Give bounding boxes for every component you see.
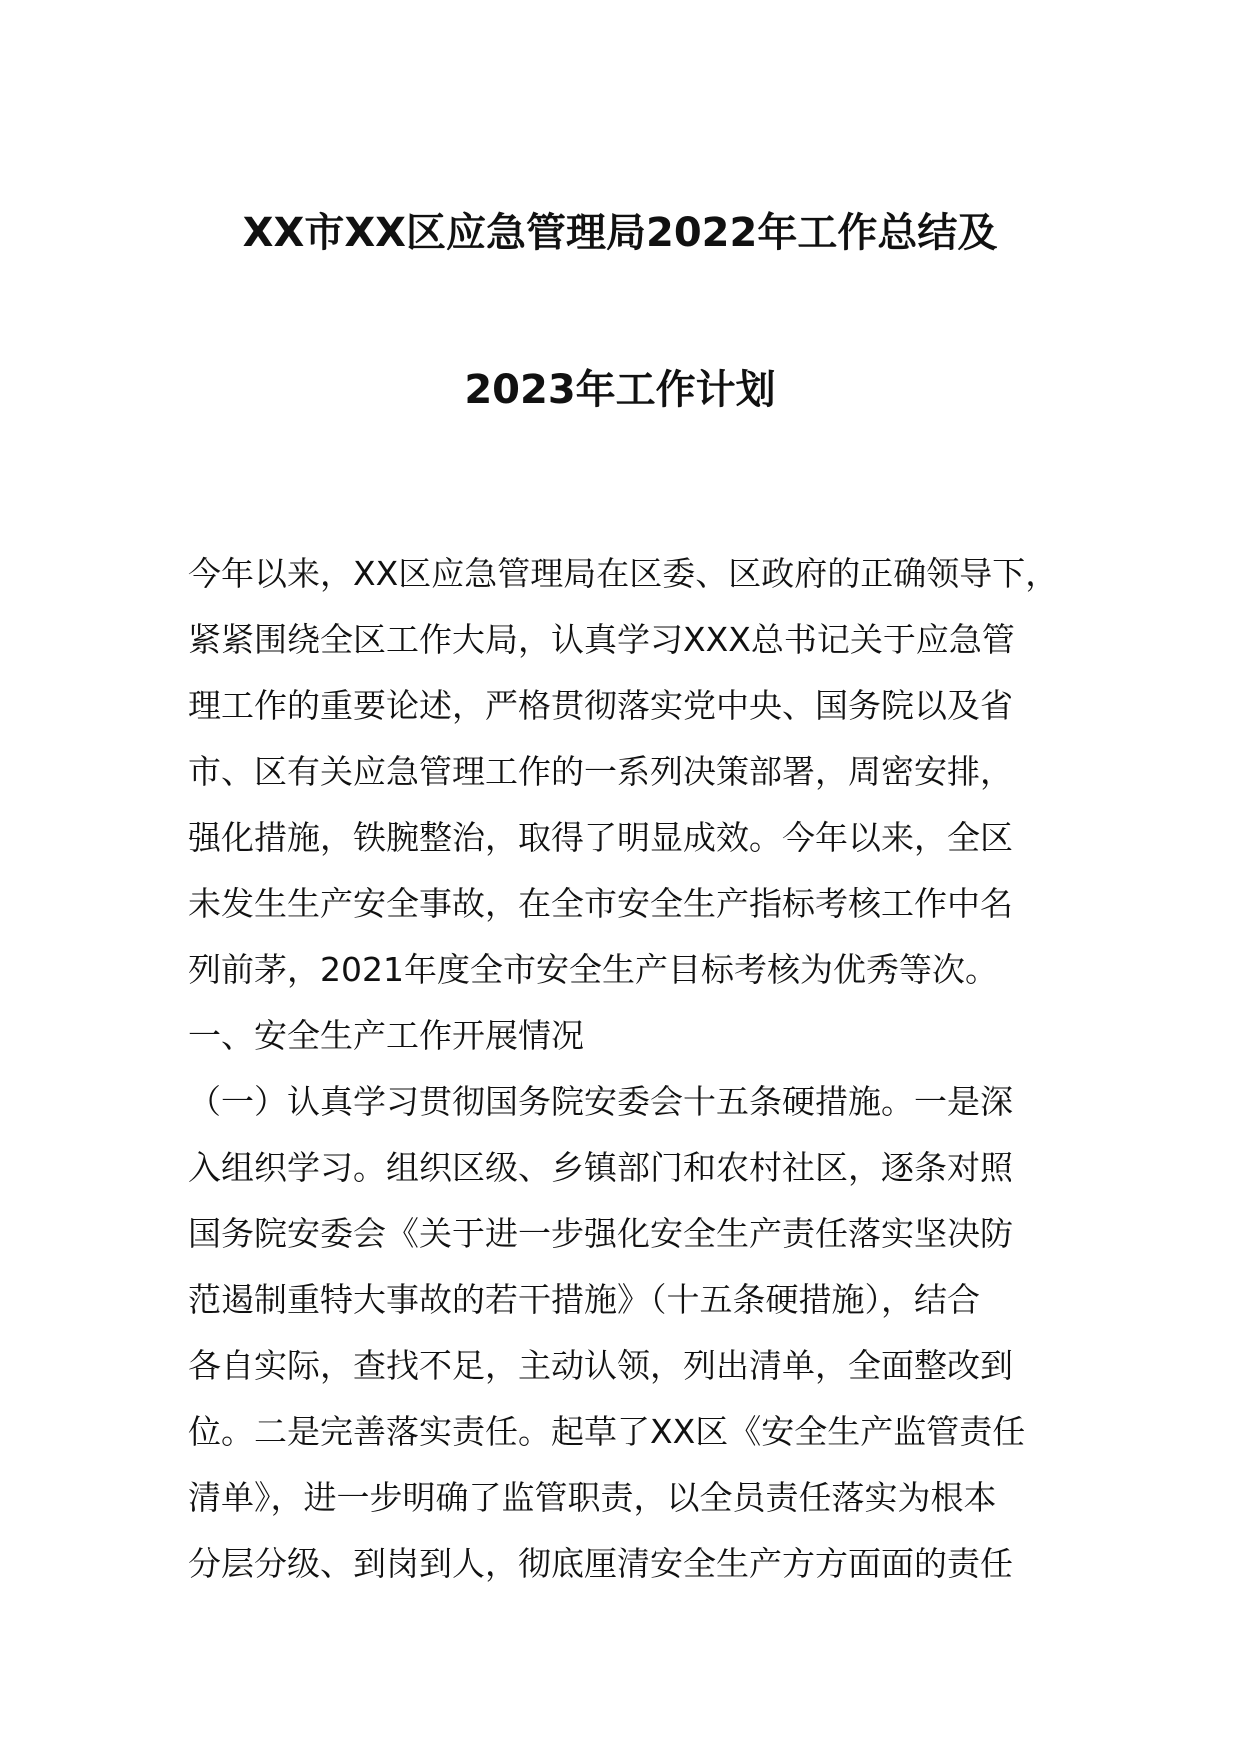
body-line: 市、区有关应急管理工作的一系列决策部署，周密安排，: [188, 752, 1013, 791]
body-line: 入组织学习。组织区级、乡镇部门和农村社区，逐条对照: [188, 1148, 1013, 1187]
body-line: 今年以来，XX区应急管理局在区委、区政府的正确领导下，: [188, 554, 1059, 593]
body-line: 未发生生产安全事故，在全市安全生产指标考核工作中名: [188, 884, 1013, 923]
body-line: 强化措施，铁腕整治，取得了明显成效。今年以来，全区: [188, 818, 1013, 857]
document-body: [188, 541, 1088, 1597]
body-line: 位。二是完善落实责任。起草了XX区《安全生产监管责任: [188, 1412, 1026, 1451]
body-line: 范遏制重特大事故的若干措施》（十五条硬措施），结合: [188, 1280, 980, 1319]
body-line: 紧紧围绕全区工作大局，认真学习XXX总书记关于应急管: [188, 620, 1015, 659]
document-title-line-1: XX市XX区应急管理局2022年工作总结及: [242, 210, 998, 256]
body-line: 各自实际，查找不足，主动认领，列出清单，全面整改到: [188, 1346, 1013, 1385]
section-heading: 一、安全生产工作开展情况: [188, 1016, 584, 1055]
body-line: 分层分级、到岗到人，彻底厘清安全生产方方面面的责任: [188, 1544, 1013, 1583]
body-line: 国务院安委会《关于进一步强化安全生产责任落实坚决防: [188, 1214, 1013, 1253]
body-line: （一）认真学习贯彻国务院安委会十五条硬措施。一是深: [188, 1082, 1013, 1121]
body-line: 列前茅，2021年度全市安全生产目标考核为优秀等次。: [188, 950, 998, 989]
body-line: 理工作的重要论述，严格贯彻落实党中央、国务院以及省: [188, 686, 1013, 725]
body-line: 清单》，进一步明确了监管职责，以全员责任落实为根本: [188, 1478, 997, 1517]
document-title-line-2: 2023年工作计划: [464, 367, 776, 413]
